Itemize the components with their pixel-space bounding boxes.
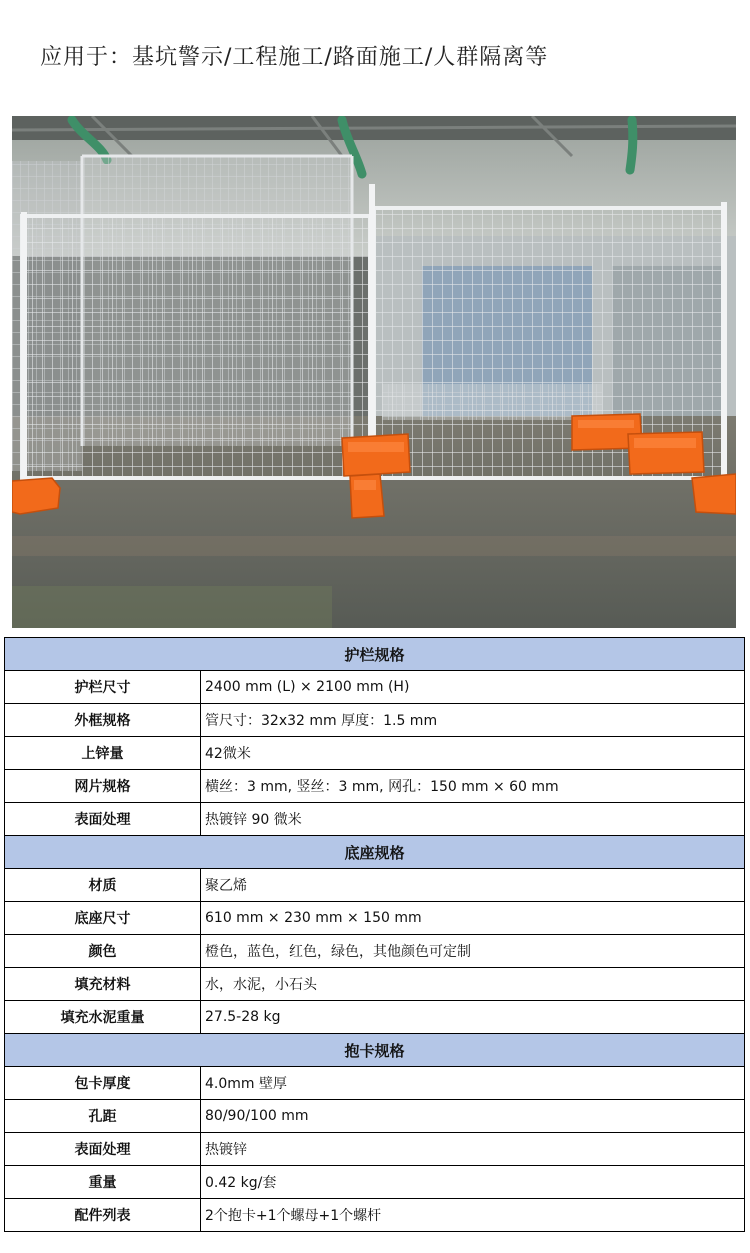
row-value: 横丝：3 mm, 竖丝：3 mm, 网孔：150 mm × 60 mm: [201, 770, 745, 803]
row-value: 0.42 kg/套: [201, 1166, 745, 1199]
row-value: 水，水泥，小石头: [201, 968, 745, 1001]
table-row: [5, 968, 745, 1001]
row-label: 材质: [5, 869, 201, 902]
table-row: [5, 869, 745, 902]
table-row: [5, 1166, 745, 1199]
temporary-fence-photo: [12, 116, 736, 628]
row-value: 橙色，蓝色，红色，绿色，其他颜色可定制: [201, 935, 745, 968]
row-value: 热镀锌: [201, 1133, 745, 1166]
section-title: 护栏规格: [5, 638, 745, 671]
row-value: 2个抱卡+1个螺母+1个螺杆: [201, 1199, 745, 1232]
product-photo: [12, 116, 736, 628]
row-value: 27.5-28 kg: [201, 1001, 745, 1034]
row-value: 42微米: [201, 737, 745, 770]
row-value: 2400 mm (L) × 2100 mm (H): [201, 671, 745, 704]
table-row: [5, 671, 745, 704]
table-row: [5, 803, 745, 836]
row-label: 颜色: [5, 935, 201, 968]
table-row: [5, 1100, 745, 1133]
row-label: 包卡厚度: [5, 1067, 201, 1100]
section-title: 抱卡规格: [5, 1034, 745, 1067]
row-label: 底座尺寸: [5, 902, 201, 935]
row-value: 管尺寸：32x32 mm 厚度：1.5 mm: [201, 704, 745, 737]
table-row: [5, 704, 745, 737]
usage-headline: 应用于：基坑警示/工程施工/路面施工/人群隔离等: [40, 45, 549, 70]
section-header-row: [5, 638, 745, 671]
row-label: 重量: [5, 1166, 201, 1199]
spec-table: [4, 637, 745, 1232]
row-label: 孔距: [5, 1100, 201, 1133]
row-label: 网片规格: [5, 770, 201, 803]
table-row: [5, 1133, 745, 1166]
row-label: 填充水泥重量: [5, 1001, 201, 1034]
row-value: 聚乙烯: [201, 869, 745, 902]
row-label: 表面处理: [5, 803, 201, 836]
table-row: [5, 1199, 745, 1232]
section-header-row: [5, 836, 745, 869]
section-header-row: [5, 1034, 745, 1067]
row-value: 80/90/100 mm: [201, 1100, 745, 1133]
row-value: 4.0mm 壁厚: [201, 1067, 745, 1100]
table-row: [5, 1067, 745, 1100]
row-label: 上锌量: [5, 737, 201, 770]
section-title: 底座规格: [5, 836, 745, 869]
row-label: 护栏尺寸: [5, 671, 201, 704]
table-row: [5, 1001, 745, 1034]
row-value: 热镀锌 90 微米: [201, 803, 745, 836]
row-value: 610 mm × 230 mm × 150 mm: [201, 902, 745, 935]
table-row: [5, 902, 745, 935]
row-label: 表面处理: [5, 1133, 201, 1166]
table-row: [5, 770, 745, 803]
table-row: [5, 737, 745, 770]
row-label: 外框规格: [5, 704, 201, 737]
row-label: 配件列表: [5, 1199, 201, 1232]
row-label: 填充材料: [5, 968, 201, 1001]
table-row: [5, 935, 745, 968]
